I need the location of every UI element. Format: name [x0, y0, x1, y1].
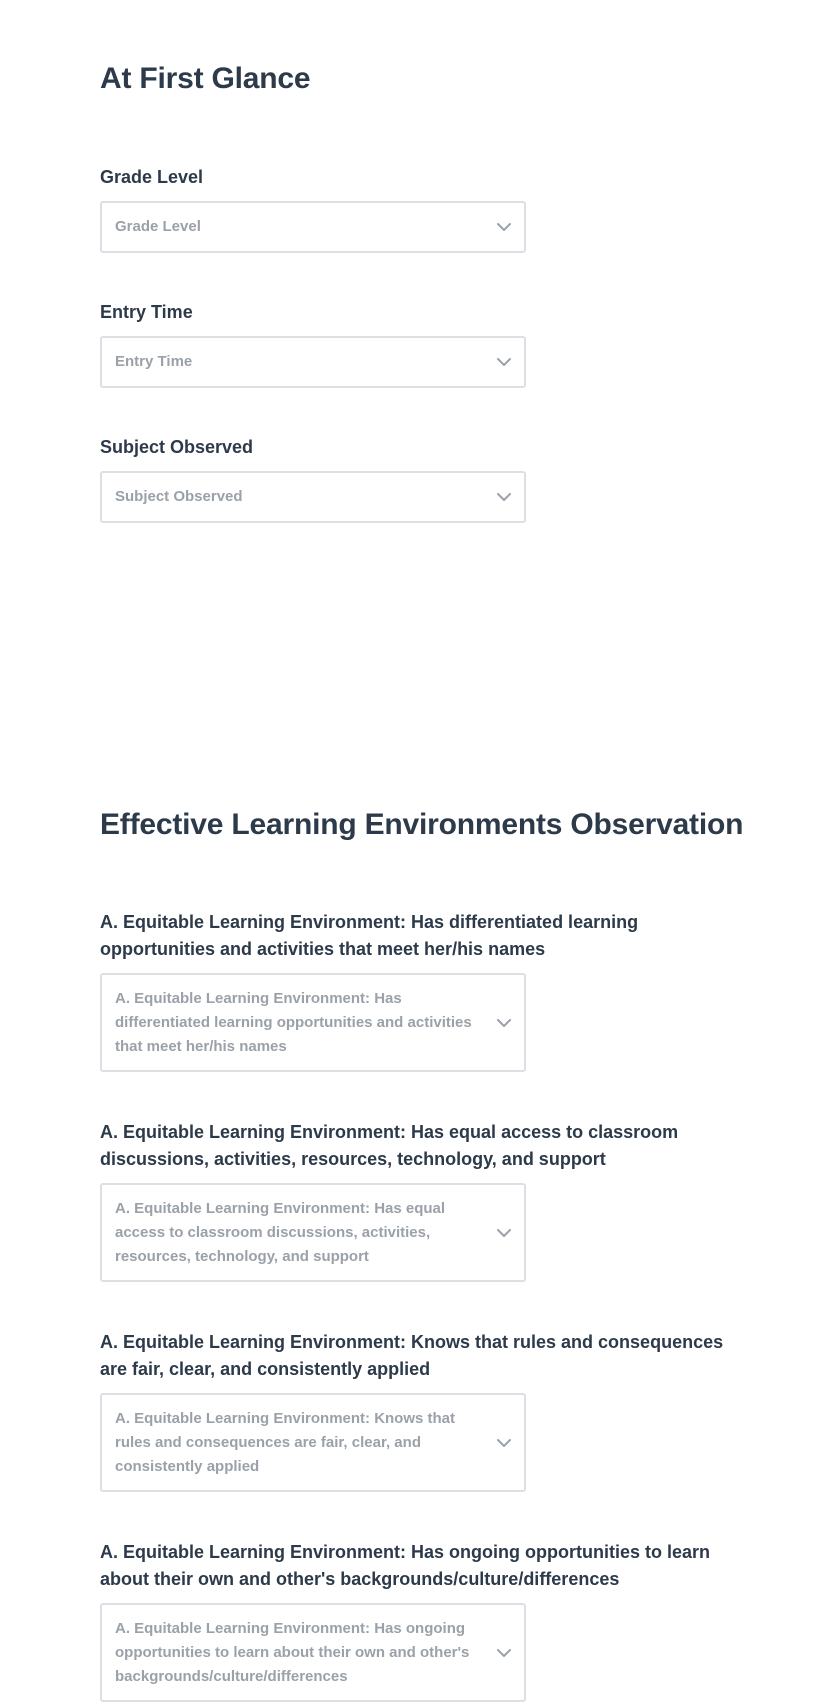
section-title-effective-learning-environments: Effective Learning Environments Observation — [100, 808, 744, 841]
subject-observed-select[interactable] — [100, 471, 526, 523]
question-select-1[interactable] — [100, 973, 526, 1072]
question-label-1: A. Equitable Learning Environment: Has differentiated learning opportunities and activities that meet her/his names — [100, 912, 639, 959]
question-select-2[interactable] — [100, 1183, 526, 1282]
question-placeholder-1: A. Equitable Learning Environment: Has differentiated learning opportunities and activities that meet her/his names — [115, 989, 472, 1055]
chevron-down-icon — [496, 492, 512, 502]
entry-time-select[interactable] — [100, 336, 526, 388]
chevron-down-icon — [496, 1228, 512, 1238]
subject-observed-field — [100, 434, 750, 523]
entry-time-placeholder: Entry Time — [115, 353, 193, 370]
grade-level-label: Grade Level — [100, 167, 204, 187]
entry-time-label: Entry Time — [100, 302, 193, 322]
question-placeholder-3: A. Equitable Learning Environment: Knows that rules and consequences are fair, clear, and consistently applied — [115, 1409, 456, 1475]
question-placeholder-2: A. Equitable Learning Environment: Has equal access to classroom discussions, activities, resources, technology, and support — [115, 1199, 446, 1265]
subject-observed-placeholder: Subject Observed — [115, 488, 243, 505]
section-title-at-first-glance: At First Glance — [100, 62, 311, 95]
chevron-down-icon — [496, 1018, 512, 1028]
chevron-down-icon — [496, 357, 512, 367]
grade-level-field — [100, 164, 750, 253]
grade-level-select[interactable] — [100, 201, 526, 253]
question-field-1 — [100, 909, 750, 1072]
chevron-down-icon — [496, 1438, 512, 1448]
question-select-3[interactable] — [100, 1393, 526, 1492]
question-field-2 — [100, 1119, 750, 1282]
grade-level-placeholder: Grade Level — [115, 218, 201, 235]
question-placeholder-4: A. Equitable Learning Environment: Has ongoing opportunities to learn about their own and other's backgrounds/culture/differences — [115, 1619, 470, 1685]
entry-time-field — [100, 299, 750, 388]
question-select-4[interactable] — [100, 1603, 526, 1702]
question-field-3 — [100, 1329, 750, 1492]
question-label-2: A. Equitable Learning Environment: Has equal access to classroom discussions, activities, resources, technology, and support — [100, 1122, 679, 1169]
chevron-down-icon — [496, 1648, 512, 1658]
question-label-3: A. Equitable Learning Environment: Knows that rules and consequences are fair, clear, and consistently applied — [100, 1332, 724, 1379]
question-label-4: A. Equitable Learning Environment: Has ongoing opportunities to learn about their own and other's backgrounds/culture/differences — [100, 1542, 711, 1589]
question-field-4 — [100, 1539, 750, 1702]
chevron-down-icon — [496, 222, 512, 232]
subject-observed-label: Subject Observed — [100, 437, 254, 457]
